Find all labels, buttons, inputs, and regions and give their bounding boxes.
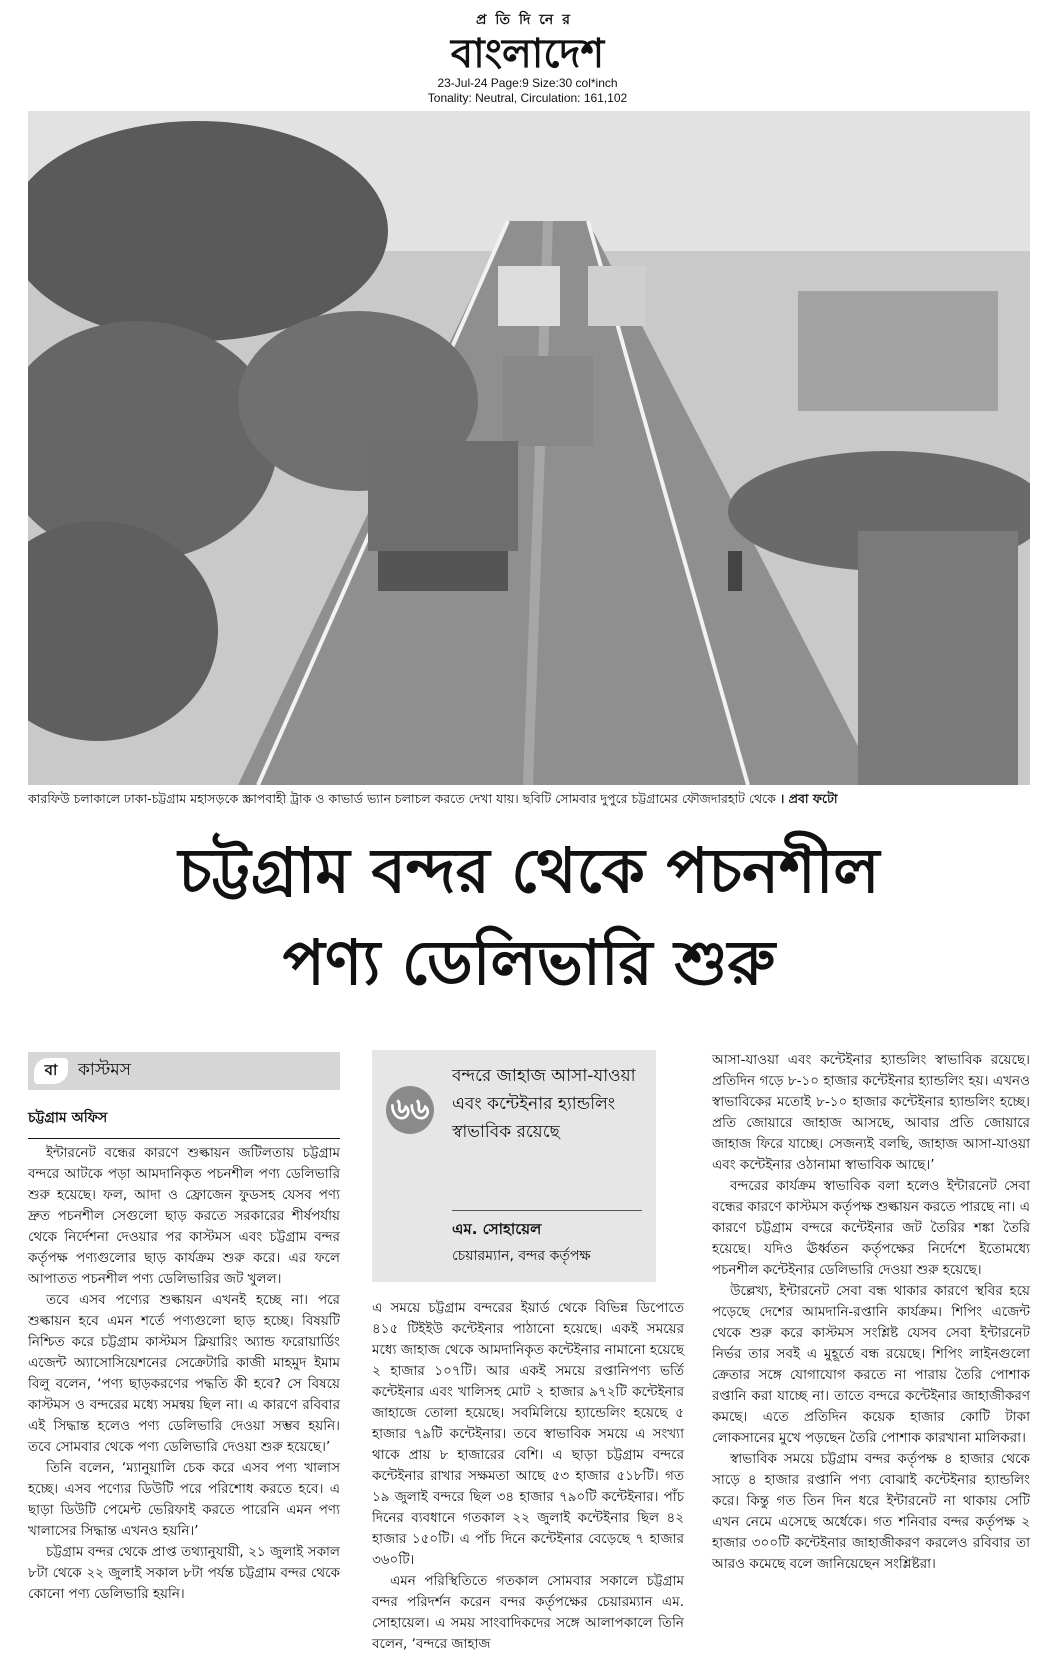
paragraph: তিনি বলেন, ‘ম্যানুয়ালি চেক করে এসব পণ্য খালাস হচ্ছে। এসব পণ্যের ডিউটি পরে পরিশোধ করতে হবে। এ ছাড়া ডিউটি পেমেন্ট ভেরিফাই করতে পারেনি এমন পণ্য খালাসের সিদ্ধান্ত এখনও হয়নি।’ <box>28 1460 340 1539</box>
quote-attribution-name: এম. সোহায়েল <box>452 1220 542 1238</box>
article-column-3 <box>712 1050 1030 1575</box>
masthead-kicker: প্রতিদিনের <box>475 12 579 28</box>
article-column-2 <box>372 1298 684 1655</box>
paragraph: এ সময়ে চট্টগ্রাম বন্দরের ইয়ার্ড থেকে বিভিন্ন ডিপোতে ৪১৫ টিইইউ কন্টেইনার পাঠানো হয়েছে। একই সময়ের মধ্যে জাহাজ থেকে আমদানিকৃত কন্টেইনার নামানো হয়েছে ২ হাজার ১০৭টি। আর একই সময়ে রপ্তানিপণ্য ভর্তি কন্টেইনার এবং খালিসহ মোট ২ হাজার ৯৭২টি কন্টেইনার জাহাজে তোলা হয়েছে। সবমিলিয়ে হ্যান্ডেলিং হয়েছে ৫ হাজার ৭৯টি কন্টেইনার। তবে স্বাভাবিক সময়ে এ সংখ্যা থাকে প্রায় ৮ হাজারের বেশি। এ ছাড়া চট্টগ্রাম বন্দরে কন্টেইনার রাখার সক্ষমতা আছে ৫৩ হাজার ৫১৮টি। গত ১৯ জুলাই বন্দরে ছিল ৩৪ হাজার ৭৯০টি কন্টেইনার। পাঁচ দিনের ব্যবধানে গতকাল ২২ জুলাই কন্টেইনার ছিল ৪২ হাজার ১৫০টি। এ পাঁচ দিনে কন্টেইনার বেড়েছে ৭ হাজার ৩৬০টি। <box>372 1300 684 1568</box>
section-label: কাস্টমস <box>78 1060 131 1080</box>
photo-caption <box>28 791 1030 807</box>
quote-attribution-role: চেয়ারম্যান, বন্দর কর্তৃপক্ষ <box>452 1248 591 1264</box>
quote-text: বন্দরে জাহাজ আসা-যাওয়া এবং কন্টেইনার হ্যান্ডলিং স্বাভাবিক রয়েছে <box>452 1066 636 1142</box>
paragraph: আসা-যাওয়া এবং কন্টেইনার হ্যান্ডলিং স্বাভাবিক রয়েছে। প্রতিদিন গড়ে ৮-১০ হাজার কন্টেইনার হ্যান্ডলিং হয়। এখনও স্বাভাবিকের মতোই ৮-১০ হাজার কন্টেইনার হ্যান্ডলিং হচ্ছে। প্রতি জোয়ারে জাহাজ আসছে, আবার প্রতি জোয়ারে জাহাজ ফিরে যাচ্ছে। সেজন্যই বলছি, জাহাজ আসা-যাওয়া এবং কন্টেইনার ওঠানামা স্বাভাবিক আছে।’ <box>712 1052 1030 1173</box>
newspaper-logo: বাংলাদেশ <box>450 30 605 77</box>
paragraph: চট্টগ্রাম বন্দর থেকে প্রাপ্ত তথ্যানুযায়ী, ২১ জুলাই সকাল ৮টা থেকে ২২ জুলাই সকাল ৮টা পর্যন্ত চট্টগ্রাম বন্দর থেকে কোনো পণ্য ডেলিভারি হয়নি। <box>28 1544 340 1602</box>
quote-mark-icon: ৬৬ <box>386 1086 434 1134</box>
pull-quote <box>372 1050 656 1282</box>
clipping-meta-line1: 23-Jul-24 Page:9 Size:30 col*inch <box>437 76 618 90</box>
section-mark-icon: বা <box>34 1058 68 1084</box>
paragraph: স্বাভাবিক সময়ে চট্টগ্রাম বন্দর কর্তৃপক্ষ ৪ হাজার থেকে সাড়ে ৪ হাজার রপ্তানি পণ্য বোঝাই কন্টেইনার হ্যান্ডলিং করে। কিন্তু গত তিন দিন ধরে ইন্টারনেট না থাকায় সেটি এখন নেমে এসেছে অর্ধেকে। গত শনিবার বন্দর কর্তৃপক্ষ ২ হাজার ৩০০টি কন্টেইনার জাহাজীকরণ করলেও রবিবার তা আরও কমেছে বলে জানিয়েছেন সংশ্লিষ্টরা। <box>712 1451 1030 1572</box>
section-tag <box>28 1052 340 1090</box>
paragraph: ইন্টারনেট বন্ধের কারণে শুল্কায়ন জটিলতায় চট্টগ্রাম বন্দরে আটকে পড়া আমদানিকৃত পচনশীল পণ্য ডেলিভারি শুরু হয়েছে। ফল, আদা ও ফ্রোজেন ফুডসহ যেসব পণ্য দ্রুত পচনশীল সেগুলো ছাড় করতে সরকারের শীর্ষপর্যায় থেকে নির্দেশনা দেওয়ার পর কাস্টমস এবং চট্টগ্রাম বন্দর কর্তৃপক্ষ পণ্যগুলোর ছাড় কার্যক্রম শুরু করে। এর ফলে আপাতত পচনশীল পণ্য ডেলিভারির জট খুলল। <box>28 1145 340 1287</box>
article-column-1 <box>28 1143 340 1605</box>
highway-trucks-image <box>28 111 1030 785</box>
clipping-meta-line2: Tonality: Neutral, Circulation: 161,102 <box>427 91 628 105</box>
paragraph: বন্দরের কার্যক্রম স্বাভাবিক বলা হলেও ইন্টারনেট সেবা বন্ধের কারণে কাস্টমস কর্তৃপক্ষ শুল্কায়ন করতে পারছে না। এ কারণে চট্টগ্রাম বন্দরে কন্টেইনার জট তৈরির শঙ্কা তৈরি হয়েছে। যদিও ঊর্ধ্বতন কর্তৃপক্ষের নির্দেশে ইতোমধ্যে পচনশীল কন্টেইনার ডেলিভারি দেওয়া শুরু হয়েছে। <box>712 1178 1030 1278</box>
quote-divider <box>452 1210 642 1211</box>
headline-line1: চট্টগ্রাম বন্দর থেকে পচনশীল <box>178 834 880 907</box>
paragraph: উল্লেখ্য, ইন্টারনেট সেবা বন্ধ থাকার কারণে স্থবির হয়ে পড়েছে দেশের আমদানি-রপ্তানি কার্যক্রম। শিপিং এজেন্ট থেকে শুরু করে কাস্টমস সংশ্লিষ্ট যেসব সেবা ইন্টারনেট নির্ভর তার সবই এ মুহূর্তে বন্ধ রয়েছে। শিপিং লাইনগুলো ক্রেতার সঙ্গে যোগাযোগ করতে না পারায় তৈরি পোশাক রপ্তানি করা যাচ্ছে না। তাতে বন্দরে কন্টেইনার জাহাজীকরণ কমছে। এতে প্রতিদিন কয়েক হাজার কোটি টাকা লোকসানের মুখে পড়ছেন তৈরি পোশাক কারখানা মালিকরা। <box>712 1283 1030 1446</box>
photo-credit: । প্রবা ফটো <box>779 791 838 806</box>
paragraph: তবে এসব পণ্যের শুল্কায়ন এখনই হচ্ছে না। পরে শুল্কায়ন হবে এমন শর্তে পণ্যগুলো ছাড় হচ্ছে। বিষয়টি নিশ্চিত করে চট্টগ্রাম কাস্টমস ক্লিয়ারিং অ্যান্ড ফরোয়ার্ডিং এজেন্ট অ্যাসোসিয়েশনের সেক্রেটারি কাজী মাহমুদ ইমাম বিলু বলেন, ‘পণ্য ছাড়করণের পদ্ধতি কী হবে? সে বিষয়ে কাস্টমস ও বন্দরের মধ্যে সমন্বয় ছিল না। এ কারণে রবিবার এই সিদ্ধান্ত হলেও পণ্য ডেলিভারি দেওয়া সম্ভব হয়নি। তবে সোমবার থেকে পণ্য ডেলিভারি দেওয়া শুরু হয়েছে।’ <box>28 1292 340 1455</box>
byline: চট্টগ্রাম অফিস <box>28 1106 340 1139</box>
caption-text: কারফিউ চলাকালে ঢাকা-চট্টগ্রাম মহাসড়কে স্ক্রাপবাহী ট্রাক ও কাভার্ড ভ্যান চলাচল করতে দেখা যায়। ছবিটি সোমবার দুপুরে চট্টগ্রামের ফৌজদারহাট থেকে <box>28 791 776 806</box>
masthead <box>0 0 1055 106</box>
news-photo <box>28 111 1030 785</box>
paragraph: এমন পরিস্থিতিতে গতকাল সোমবার সকালে চট্টগ্রাম বন্দর পরিদর্শন করেন বন্দর কর্তৃপক্ষের চেয়ারম্যান এম. সোহায়েল। এ সময় সাংবাদিকদের সঙ্গে আলাপকালে তিনি বলেন, ‘বন্দরে জাহাজ <box>372 1573 684 1652</box>
headline <box>28 825 1030 1009</box>
headline-line2: পণ্য ডেলিভারি শুরু <box>282 926 776 999</box>
